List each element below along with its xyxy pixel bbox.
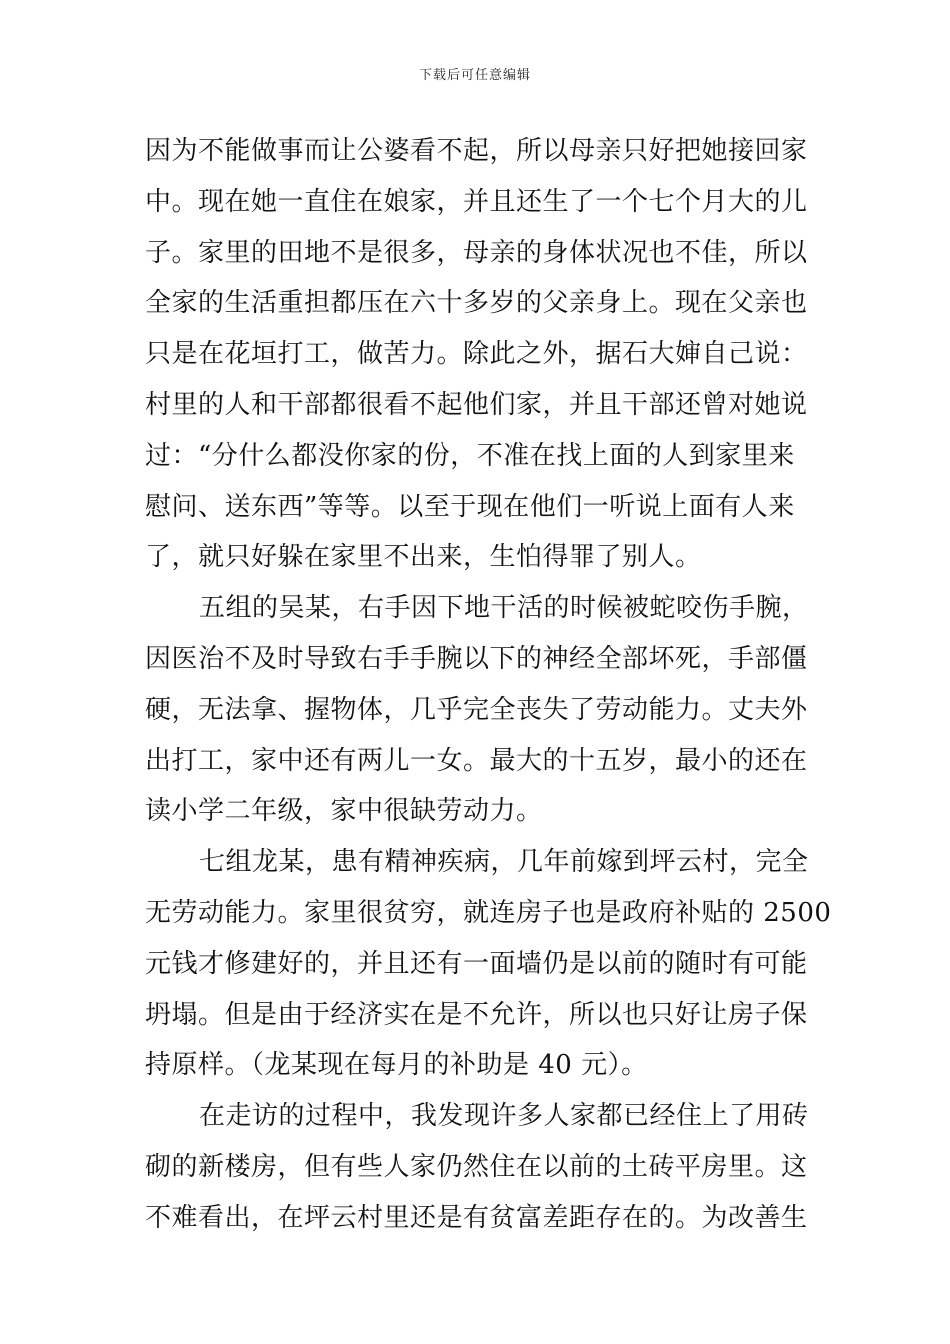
- text-line: 读小学二年级，家中很缺劳动力。: [145, 796, 543, 827]
- body-text: [145, 126, 832, 1244]
- text-line: 因为不能做事而让公婆看不起，所以母亲只好把她接回家: [145, 136, 808, 166]
- text-line: 因医治不及时导致右手手腕以下的神经全部坏死，手部僵: [145, 643, 808, 674]
- text-line: 慰问、送东西”等等。以至于现在他们一听说上面有人来: [145, 491, 795, 522]
- text-line: 全家的生活重担都压在六十多岁的父亲身上。现在父亲也: [145, 288, 808, 319]
- text-line: 出打工，家中还有两儿一女。最大的十五岁，最小的还在: [145, 745, 808, 776]
- paragraph-start-line: 七组龙某，患有精神疾病，几年前嫁到坪云村，完全: [199, 847, 809, 878]
- text-line: 中。现在她一直住在娘家，并且还生了一个七个月大的儿: [145, 186, 808, 217]
- text-line: 只是在花垣打工，做苦力。除此之外，据石大婶自己说：: [145, 339, 808, 370]
- paragraph-start-line: 五组的吴某，右手因下地干活的时候被蛇咬伤手腕，: [199, 593, 809, 624]
- text-line: 子。家里的田地不是很多，母亲的身体状况也不佳，所以: [145, 237, 808, 268]
- text-line: 不难看出，在坪云村里还是有贫富差距存在的。为改善生: [145, 1202, 808, 1233]
- text-line: 持原样。（龙某现在每月的补助是 40 元）。: [145, 1050, 648, 1081]
- paragraph-start-line: 在走访的过程中，我发现许多人家都已经住上了用砖: [199, 1101, 809, 1132]
- text-line: 元钱才修建好的，并且还有一面墙仍是以前的随时有可能: [145, 948, 808, 979]
- text-line: 坍塌。但是由于经济实在是不允许，所以也只好让房子保: [145, 999, 808, 1030]
- text-line: 过：“分什么都没你家的份，不准在找上面的人到家里来: [145, 440, 795, 471]
- text-line: 无劳动能力。家里很贫穷，就连房子也是政府补贴的 2500: [145, 897, 832, 928]
- text-line: 村里的人和干部都很看不起他们家，并且干部还曾对她说: [145, 389, 808, 420]
- text-line: 砌的新楼房，但有些人家仍然住在以前的土砖平房里。这: [145, 1151, 808, 1182]
- text-line: 了，就只好躲在家里不出来，生怕得罪了别人。: [145, 542, 702, 573]
- text-line: 硬，无法拿、握物体，几乎完全丧失了劳动能力。丈夫外: [145, 694, 808, 725]
- header-note: 下载后可任意编辑: [418, 68, 531, 83]
